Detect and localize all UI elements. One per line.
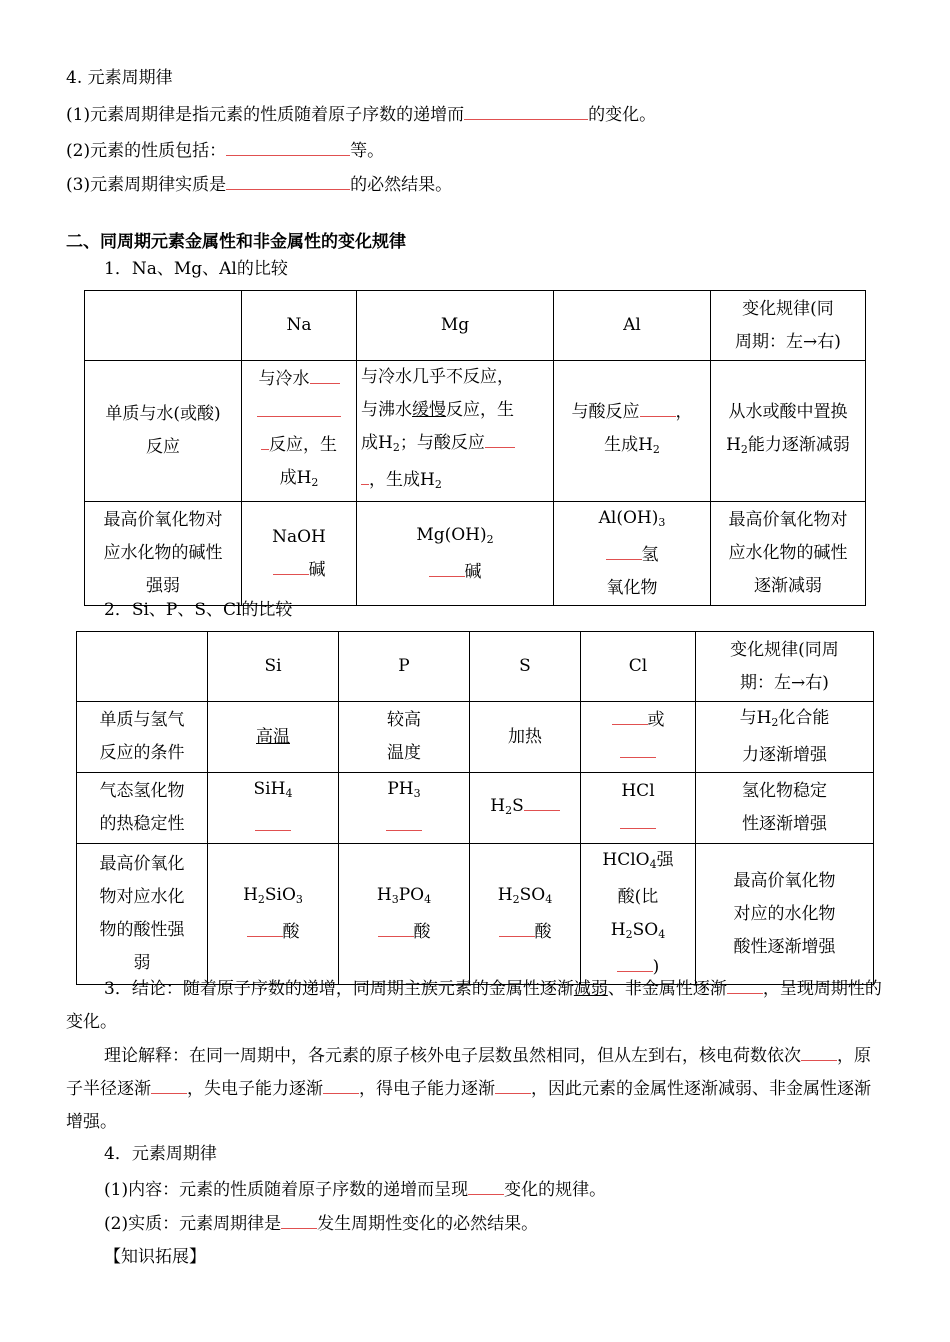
table1-caption: 1．Na、Mg、Al的比较 xyxy=(104,259,288,279)
table-na-mg-al xyxy=(84,290,866,606)
table-cell: 最高价氧化物 对应的水化物 酸性逐渐增强 xyxy=(696,844,874,985)
fill-blank[interactable] xyxy=(468,1177,504,1195)
table-cell: 与酸反应 ， 生成$H_2$ xyxy=(554,361,711,502)
fill-blank[interactable] xyxy=(524,793,560,811)
table2-caption: 2．Si、P、S、Cl的比较 xyxy=(104,600,293,620)
knowledge-extension: 【知识拓展】 xyxy=(104,1247,206,1267)
table-row xyxy=(85,291,866,361)
fill-blank[interactable] xyxy=(727,976,763,994)
table-cell: 高温 xyxy=(208,702,339,773)
table-cell: SiH$_4$ xyxy=(208,773,339,844)
text: (1)元素周期律是指元素的性质随着原子序数的递增而 xyxy=(66,105,465,125)
fill-blank[interactable] xyxy=(226,172,350,190)
law-title: 4．元素周期律 xyxy=(104,1144,217,1164)
fill-blank[interactable] xyxy=(606,542,642,560)
table-row xyxy=(85,361,866,502)
table-cell: 最高价氧化物对 应水化物的碱性 逐渐减弱 xyxy=(711,502,866,606)
fill-blank[interactable] xyxy=(151,1076,187,1094)
table-cell: 与$H_2$化合能 力逐渐增强 xyxy=(696,702,874,773)
table-cell: P xyxy=(339,632,470,702)
fill-blank[interactable] xyxy=(361,467,369,485)
table-row xyxy=(85,502,866,606)
fill-blank[interactable] xyxy=(261,432,269,450)
section-line-1 xyxy=(66,102,656,127)
table-cell: 单质与氢气 反应的条件 xyxy=(77,702,208,773)
law-content: (1)内容：元素的性质随着原子序数的递增而呈现 变化的规律。 xyxy=(104,1177,606,1202)
fill-blank[interactable] xyxy=(429,559,465,577)
table-cell xyxy=(85,291,242,361)
table-cell: NaOH 碱 xyxy=(242,502,357,606)
table-cell: 或 xyxy=(581,702,696,773)
table-row xyxy=(77,702,874,773)
section-line-3 xyxy=(66,172,452,197)
section-line-2 xyxy=(66,138,384,163)
table-cell: 较高 温度 xyxy=(339,702,470,773)
section-title: 4. 元素周期律 xyxy=(66,68,173,88)
fill-blank[interactable] xyxy=(273,557,309,575)
fill-blank[interactable] xyxy=(464,102,588,120)
table-cell: $H_2SO_4$ 酸 xyxy=(470,844,581,985)
fill-blank[interactable] xyxy=(226,138,350,156)
table-cell: Mg xyxy=(357,291,554,361)
fill-blank[interactable] xyxy=(612,707,648,725)
table-cell: 与冷水几乎不反应， 与沸水缓慢反应，生 成$H_2$；与酸反应 ，生成$H_2$ xyxy=(357,361,554,502)
fill-blank[interactable] xyxy=(620,811,656,829)
table-cell: 最高价氧化物对 应水化物的碱性 强弱 xyxy=(85,502,242,606)
table-si-p-s-cl xyxy=(76,631,874,985)
fill-blank[interactable] xyxy=(247,919,283,937)
section-heading: 二、同周期元素金属性和非金属性的变化规律 xyxy=(66,232,406,252)
table-cell: 最高价氧化 物对应水化 物的酸性强 弱 xyxy=(77,844,208,985)
fill-blank[interactable] xyxy=(640,399,676,417)
law-essence: (2)实质：元素周期律是 发生周期性变化的必然结果。 xyxy=(104,1211,538,1236)
table-cell: S xyxy=(470,632,581,702)
table-cell: HClO$_4$强 酸(比 $H_2SO_4$ ) xyxy=(581,844,696,985)
text: (2)元素的性质包括： xyxy=(66,141,227,161)
table-cell: Cl xyxy=(581,632,696,702)
table-cell: Si xyxy=(208,632,339,702)
text: 的变化。 xyxy=(588,105,657,125)
table-cell xyxy=(77,632,208,702)
fill-blank[interactable] xyxy=(255,813,291,831)
fill-blank[interactable] xyxy=(801,1043,837,1061)
table-cell: $H_3PO_4$ 酸 xyxy=(339,844,470,985)
table-cell: 与冷水 反应，生 成$H_2$ xyxy=(242,361,357,502)
fill-blank[interactable] xyxy=(257,399,341,417)
table-cell: 加热 xyxy=(470,702,581,773)
table-cell: 单质与水(或酸) 反应 xyxy=(85,361,242,502)
fill-blank[interactable] xyxy=(620,740,656,758)
table-cell: 变化规律(同周 期：左→右) xyxy=(696,632,874,702)
table-row xyxy=(77,844,874,985)
table-cell: $H_2SiO_3$ 酸 xyxy=(208,844,339,985)
table-cell: Al xyxy=(554,291,711,361)
fill-blank[interactable] xyxy=(495,1076,531,1094)
fill-blank[interactable] xyxy=(386,813,422,831)
table-cell: $Mg(OH)_2$ 碱 xyxy=(357,502,554,606)
table-cell: 变化规律(同 周期：左→右) xyxy=(711,291,866,361)
table-cell: 氢化物稳定 性逐渐增强 xyxy=(696,773,874,844)
fill-blank[interactable] xyxy=(378,919,414,937)
table-cell: $PH_3$ xyxy=(339,773,470,844)
table-row xyxy=(77,632,874,702)
fill-blank[interactable] xyxy=(281,1211,317,1229)
table-cell: HCl xyxy=(581,773,696,844)
fill-blank[interactable] xyxy=(617,954,653,972)
fill-blank[interactable] xyxy=(323,1076,359,1094)
table-cell: 气态氢化物 的热稳定性 xyxy=(77,773,208,844)
text: 的必然结果。 xyxy=(350,175,453,195)
table-cell: $H_2S$ xyxy=(470,773,581,844)
table-row xyxy=(77,773,874,844)
table-cell: 从水或酸中置换 $H_2$能力逐渐减弱 xyxy=(711,361,866,502)
fill-blank[interactable] xyxy=(499,919,535,937)
table-cell: $Al(OH)_3$ 氢 氧化物 xyxy=(554,502,711,606)
text: (3)元素周期律实质是 xyxy=(66,175,227,195)
theory-paragraph: 理论解释：在同一周期中，各元素的原子核外电子层数虽然相同，但从左到右，核电荷数依次 ，原子半径逐渐 ，失电子能力逐渐 ，得电子能力逐渐 ，因此元素的金属性逐渐减弱、非金属性逐渐增强。 xyxy=(66,1040,886,1139)
text: 等。 xyxy=(350,141,385,161)
conclusion-paragraph: 3．结论：随着原子序数的递增，同周期主族元素的金属性逐渐减弱、非金属性逐渐 ，呈现周期性的变化。 xyxy=(66,973,886,1039)
fill-blank[interactable] xyxy=(310,366,340,384)
fill-blank[interactable] xyxy=(485,430,515,448)
table-cell: Na xyxy=(242,291,357,361)
